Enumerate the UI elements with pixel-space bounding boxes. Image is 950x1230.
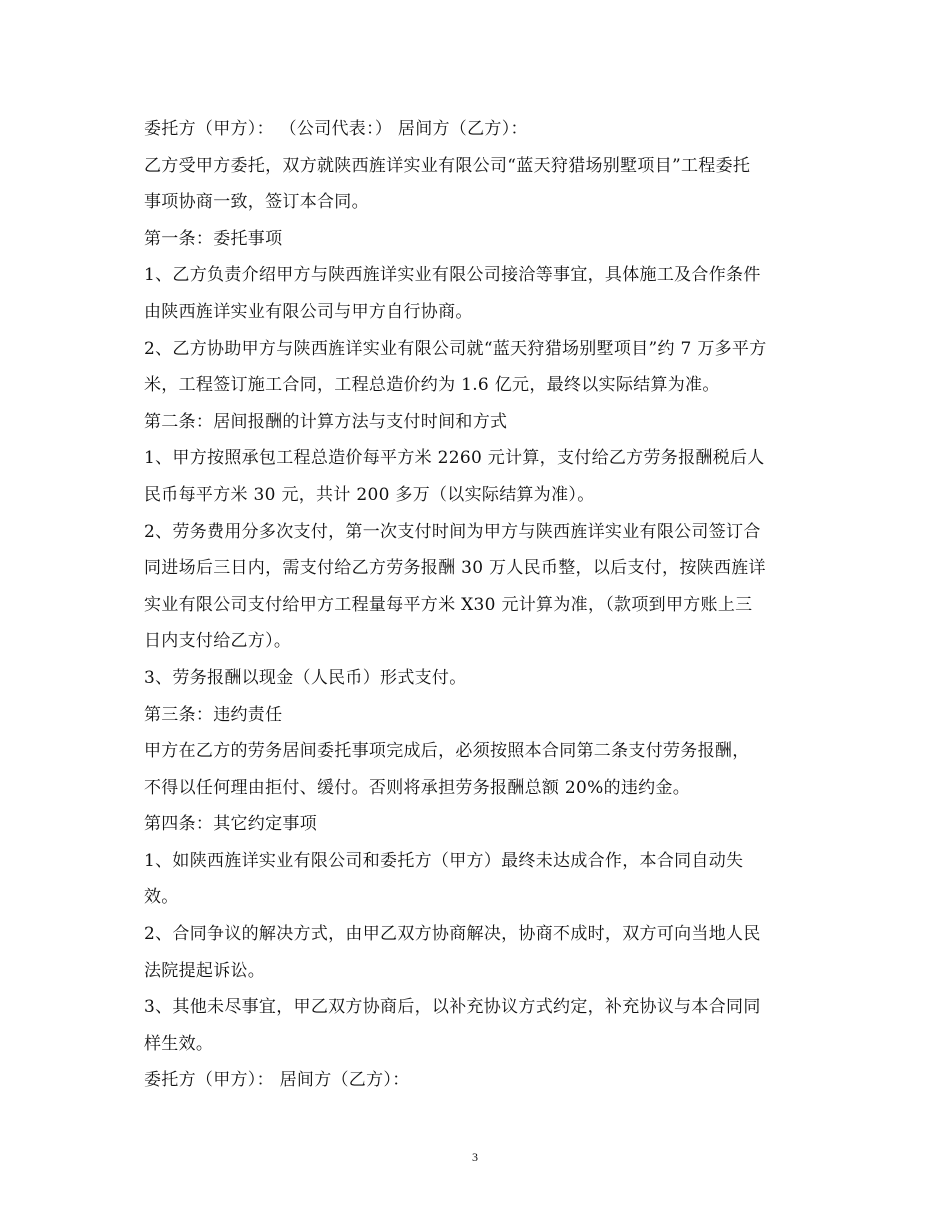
text-line: 2、乙方协助甲方与陕西旌详实业有限公司就“蓝天狩猎场别墅项目”约 7 万多平方 xyxy=(144,338,767,359)
section-heading: 第二条：居间报酬的计算方法与支付时间和方式 xyxy=(144,411,508,432)
text-line: 效。 xyxy=(144,887,179,908)
text-line: 甲方在乙方的劳务居间委托事项完成后，必须按照本合同第二条支付劳务报酬， xyxy=(144,741,750,762)
text-line: 1、如陕西旌详实业有限公司和委托方（甲方）最终未达成合作，本合同自动失 xyxy=(144,850,744,871)
text-line: 2、合同争议的解决方式，由甲乙双方协商解决，协商不成时，双方可向当地人民 xyxy=(144,924,761,945)
section-heading: 第一条：委托事项 xyxy=(144,228,283,249)
document-body xyxy=(144,111,814,1099)
text-line: 3、其他未尽事宜，甲乙双方协商后，以补充协议方式约定，补充协议与本合同同 xyxy=(144,997,761,1018)
text-line: 3、劳务报酬以现金（人民币）形式支付。 xyxy=(144,667,467,688)
text-line: 同进场后三日内，需支付给乙方劳务报酬 30 万人民币整，以后支付，按陕西旌详 xyxy=(144,558,766,579)
text-line: 事项协商一致，签订本合同。 xyxy=(144,192,369,213)
text-line: 法院提起诉讼。 xyxy=(144,960,266,981)
page-number: 3 xyxy=(472,1150,478,1164)
section-heading: 第三条：违约责任 xyxy=(144,704,283,725)
text-line: 乙方受甲方委托，双方就陕西旌详实业有限公司“蓝天狩猎场别墅项目”工程委托 xyxy=(144,155,751,176)
text-line: 2、劳务费用分多次支付，第一次支付时间为甲方与陕西旌详实业有限公司签订合 xyxy=(144,521,761,542)
text-line: 日内支付给乙方）。 xyxy=(144,631,292,652)
text-line: 实业有限公司支付给甲方工程量每平方米 X30 元计算为准，（款项到甲方账上三 xyxy=(144,594,753,615)
text-line: 1、乙方负责介绍甲方与陕西旌详实业有限公司接洽等事宜，具体施工及合作条件 xyxy=(144,265,761,286)
section-heading: 第四条：其它约定事项 xyxy=(144,814,317,835)
text-line: 1、甲方按照承包工程总造价每平方米 2260 元计算，支付给乙方劳务报酬税后人 xyxy=(144,448,765,469)
text-line: 由陕西旌详实业有限公司与甲方自行协商。 xyxy=(144,301,473,322)
party-signature-line: 委托方（甲方）： 居间方（乙方）： xyxy=(144,1070,410,1091)
text-line: 样生效。 xyxy=(144,1033,214,1054)
text-line: 不得以任何理由拒付、缓付。否则将承担劳务报酬总额 20%的违约金。 xyxy=(144,777,691,798)
party-header-line: 委托方（甲方）： （公司代表：） 居间方（乙方）： xyxy=(144,119,528,139)
text-line: 米，工程签订施工合同，工程总造价约为 1.6 亿元，最终以实际结算为准。 xyxy=(144,375,720,396)
text-line: 民币每平方米 30 元，共计 200 多万（以实际结算为准）。 xyxy=(144,484,595,505)
